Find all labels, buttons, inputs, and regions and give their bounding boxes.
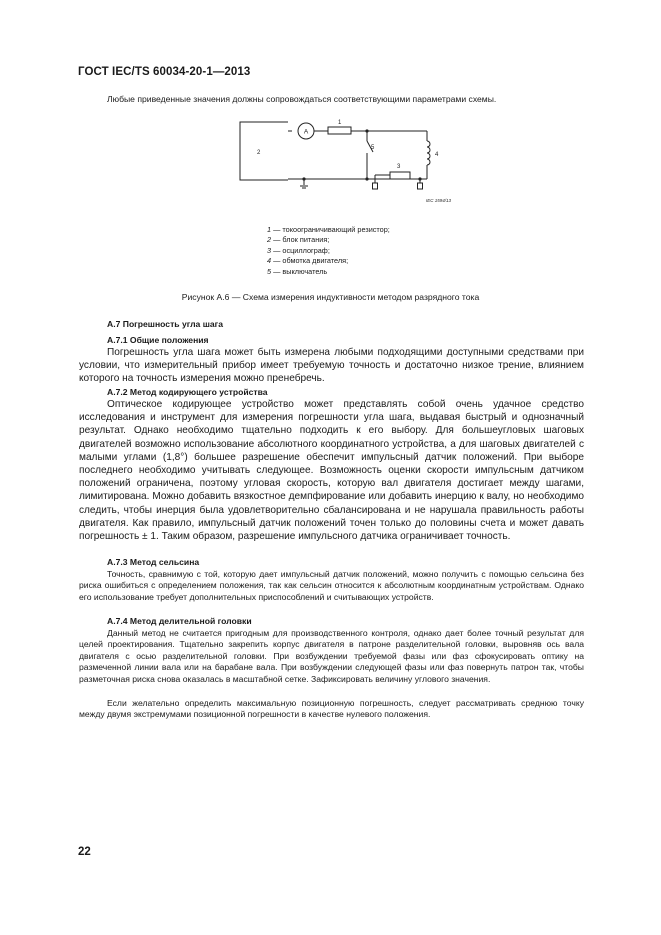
label-5: 5 <box>371 145 375 151</box>
section-heading-a71: А.7.1 Общие положения <box>107 335 209 345</box>
label-2: 2 <box>257 150 261 156</box>
label-3: 3 <box>397 164 401 170</box>
page-number: 22 <box>78 846 91 858</box>
paragraph-a74-extra: Если желательно определить максимальную позиционную погрешность, следует рассматривать среднюю точку между двумя экстремумами позиционной погрешности в качестве нулевого положения. <box>79 698 584 720</box>
section-heading-a72: А.7.2 Метод кодирующего устройства <box>107 387 268 397</box>
oscilloscope <box>390 172 410 179</box>
section-heading-a7: А.7 Погрешность угла шага <box>107 319 224 329</box>
paragraph-a74: Данный метод не считается пригодным для производственного контроля, однако дает более точный результат для целей проектирования. Тщательно закрепить корпус двигателя в патроне разделительной головки, выровняв ось вала двигателя с осью разделительной головки. При возбуждении требуемой фазы или фаз сфокусировать оптику на размеченной линии вала или на барабане вала. При возбуждении следующей фазы или фаз повернуть патрон так, чтобы разметочная риска снова оказалась в масштабной сетке. Зафиксировать величину углового значения. <box>79 628 584 684</box>
ammeter-label: A <box>303 128 309 136</box>
legend-item: 5 — выключатель <box>267 266 328 276</box>
legend-item: 4 — обмотка двигателя; <box>267 256 349 266</box>
figure-caption: Рисунок А.6 — Схема измерения индуктивности методом разрядного тока <box>181 292 480 302</box>
legend-item: 2 — блок питания; <box>267 235 330 245</box>
legend-item: 3 — осциллограф; <box>267 245 330 255</box>
figure-legend <box>267 225 390 277</box>
legend-item: 1 — токоограничивающий резистор; <box>267 225 390 234</box>
power-supply-bracket <box>240 122 288 180</box>
motor-winding <box>427 141 430 165</box>
circuit-diagram <box>230 112 460 212</box>
paragraph-a72: Оптическое кодирующее устройство может представлять собой очень удачное средство исследования и инструмент для измерения погрешности угла шага, выдавая быстрый и однозначный результат. Однако необходимо тщательно подходить к его выбору. Для большеугловых шаговых двигателей возможно использование абсолютного координатного устройства, а для шаговых двигателей с малыми углами (1,8°) большее разрешение обеспечит импульсный датчик положений. При выборе последнего необходимо учитывать следующее. Возможность оценки скорости импульсным датчиком положений ограничена, поэтому угловая скорость, которую вал двигателя достигает между шагами, лимитирована. Можно добавить вязкостное демпфирование или добавить инерцию к валу, но необходимо следить, чтобы инерция была удовлетворительно сбалансирована и не нарушала правильность работы двигателя. Как правило, импульсный датчик положений точен только до половины счета и может давать погрешность ± 1. Таким образом, разрешение импульсного датчика ограничивает точность. <box>79 399 584 543</box>
section-heading-a74: А.7.4 Метод делительной головки <box>107 616 252 626</box>
document-header: ГОСТ IEC/TS 60034-20-1—2013 <box>78 66 251 78</box>
label-1: 1 <box>338 120 342 126</box>
current-limiting-resistor <box>328 127 351 134</box>
paragraph-a71: Погрешность угла шага может быть измерена любыми подходящими доступными средствами при условии, что измерительный прибор имеет требуемую точность и достаточно низкое трение, влиянием которого на точность измерения можно пренебречь. <box>79 347 584 385</box>
figure-code: IEC 1594/13 <box>426 198 452 203</box>
paragraph-a73: Точность, сравнимую с той, которую дает импульсный датчик положений, можно получить с помощью сельсина без риска ошибиться с определением положения, так как сельсин относится к абсолютным координатным устройствам. Однако его использование требует дополнительных приспособлений и считывающих устройств. <box>79 569 584 602</box>
label-4: 4 <box>435 152 439 158</box>
intro-text: Любые приведенные значения должны сопровождаться соответствующими параметрами схемы. <box>107 94 497 104</box>
section-heading-a73: А.7.3 Метод сельсина <box>107 557 200 567</box>
